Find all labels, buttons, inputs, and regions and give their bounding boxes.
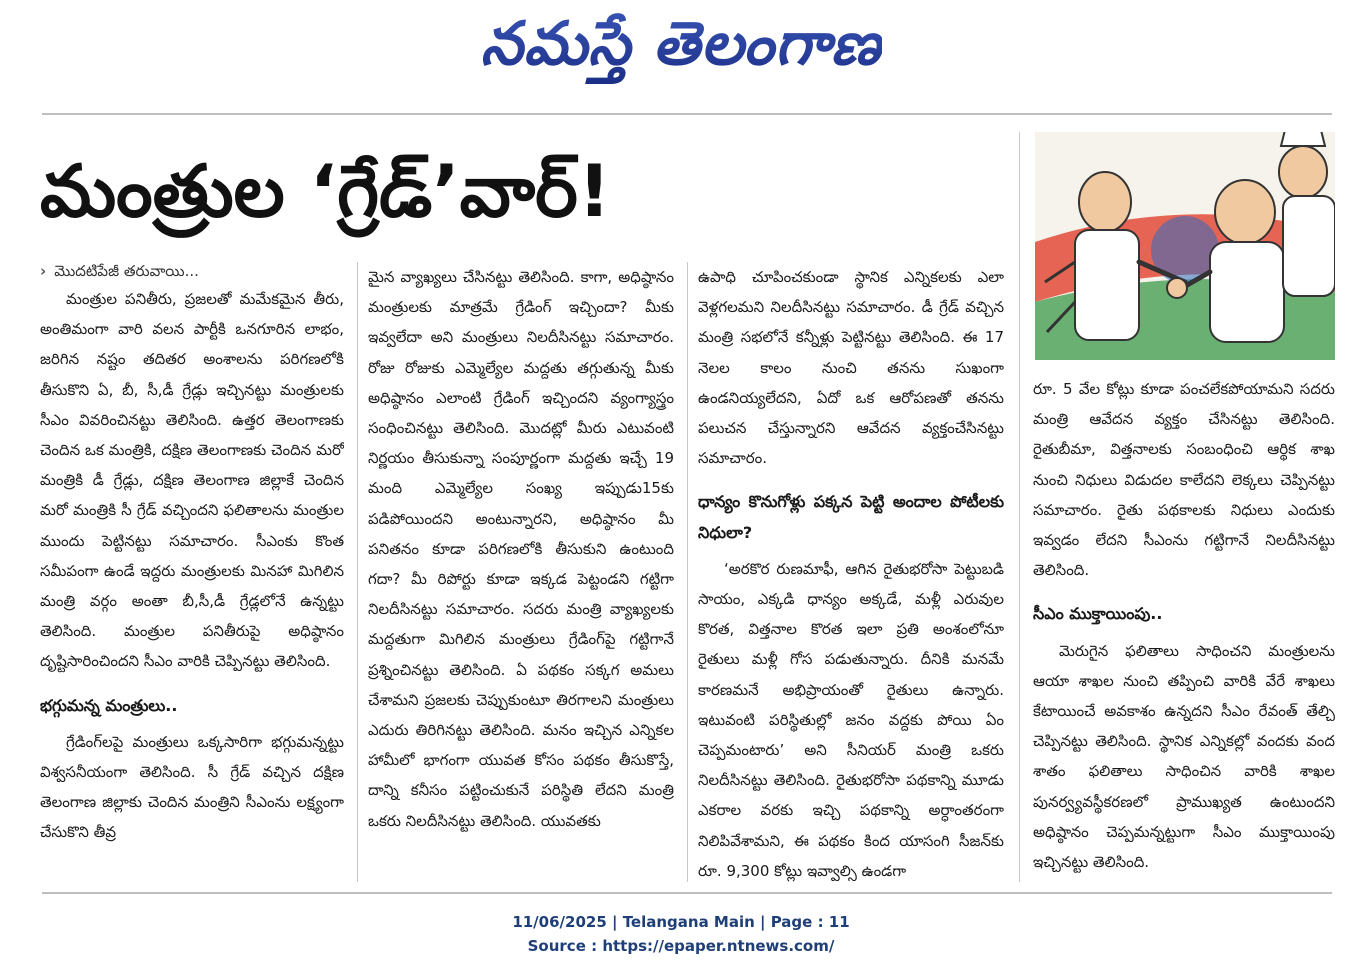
bottom-divider [42,892,1332,894]
masthead-logo: నమస్తే తెలంగాణ [480,4,881,84]
subheading: ధాన్యం కొనుగోళ్లు పక్కన పెట్టి అందాల పోటీలకు నిధులా? [698,492,1004,542]
masthead [0,4,1362,88]
article-column-2 [368,262,674,883]
subheading: సీఎం ముక్తాయింపు.. [1033,604,1163,624]
footer [0,910,1362,958]
paragraph: ‘అరకొర రుణమాఫీ, ఆగిన రైతుభరోసా పెట్టుబడి సాయం, ఎక్కడి ధాన్యం అక్కడే, మళ్లీ ఎరువుల కొరత, విత్తనాల కొరత ఇలా ప్రతి అంశంలోనూ రైతులు మళ్లీ గోస పడుతున్నారు. దీనికి మనమే కారణమనే అభిప్రాయంతో రైతులు ఉన్నారు. ఇటువంటి పరిస్థితుల్లో జనం వద్దకు పోయి ఏం చెప్పమంటారు’ అని సీనియర్ మంత్రి ఒకరు నిలదీసినట్టు తెలిసింది. రైతుభరోసా పథకాన్ని మూడు ఎకరాల వరకు ఇచ్చి పథకాన్ని అర్ధాంతరంగా నిలిపివేశామని, ఈ పథకం కింద యాసంగి సీజన్‌కు రూ. 9,300 కోట్లు ఇవ్వాల్సి ఉండగా [698,559,1004,880]
paragraph: మంత్రుల పనితీరు, ప్రజలతో మమేకమైన తీరు, అంతిమంగా వారి వలన పార్టీకి ఒనగూరిన లాభం, జరిగిన నష్టం తదితర అంశాలను పరిగణలోకి తీసుకొని ఏ, బీ, సీ,డీ గ్రేడ్లు ఇచ్చినట్టు మంత్రులకు సీఎం వివరించినట్టు తెలిసింది. ఉత్తర తెలంగాణకు చెందిన ఒక మంత్రికి, దక్షిణ తెలంగాణకు చెందిన మరో మంత్రికి డీ గ్రేడ్లు, దక్షిణ తెలంగాణ జిల్లాకే చెందిన మరో మంత్రికి సీ గ్రేడ్ వచ్చిందని ఫలితాలను మంత్రుల ముందు పెట్టినట్టు సమాచారం. సీఎంకు కొంత సమీపంగా ఉండే ఇద్దరు మంత్రులకు మినహా మిగిలిన మంత్రి వర్గం అంతా బీ,సీ,డీ గ్రేడ్లలోనే ఉన్నట్టు తెలిసింది. మంత్రుల పనితీరుపై అధిష్ఠానం దృష్టిసారించిందని సీఎం వారికి చెప్పినట్టు తెలిసింది. [40,290,344,671]
cartoon-illustration [1035,132,1335,360]
continuation-note [40,258,344,284]
paragraph: ఉపాధి చూపించకుండా స్థానిక ఎన్నికలకు ఎలా వెళ్లగలమని నిలదీసినట్టు సమాచారం. డీ గ్రేడ్ వచ్చిన మంత్రి సభలోనే కన్నీళ్లు పెట్టినట్టు తెలిసింది. ఈ 17 నెలల కాలం నుంచి తనను సుఖంగా ఉండనియ్యలేదని, ఏదో ఒక ఆరోపణతో తనను పలుచన చేస్తున్నారని ఆవేదన వ్యక్తంచేసినట్టు సమాచారం. [698,268,1004,468]
subheading: భగ్గుమన్న మంత్రులు.. [40,695,178,715]
footer-source-link[interactable]: Source : https://epaper.ntnews.com/ [527,937,835,955]
chevron-right-icon: › [40,262,47,280]
paragraph: గ్రేడింగ్‌లపై మంత్రులు ఒక్కసారిగా భగ్గుమన్నట్టు విశ్వసనీయంగా తెలిసింది. సీ గ్రేడ్ వచ్చిన దక్షిణ తెలంగాణ జిల్లాకు చెందిన మంత్రిని సీఎంను లక్ష్యంగా చేసుకొని తీవ్ర [40,732,344,842]
article-column-1 [40,258,344,883]
continuation-text: మొదటిపేజీ తరువాయి... [54,262,199,280]
paragraph: మైన వ్యాఖ్యలు చేసినట్టు తెలిసింది. కాగా, అధిష్ఠానం మంత్రులకు మాత్రమే గ్రేడింగ్ ఇచ్చిందా? మీకు ఇవ్వలేదా అని మంత్రులు నిలదీసినట్టు సమాచారం. రోజు రోజుకు ఎమ్మెల్యేల మద్దతు తగ్గుతున్న మీకు అధిష్ఠానం ఎలాంటి గ్రేడింగ్ ఇచ్చిందని వ్యంగ్యాస్త్రం సంధించినట్టు తెలిసింది. మొదట్లో మీరు ఎటువంటి నిర్ణయం తీసుకున్నా సంపూర్ణంగా మద్దతు ఇచ్చే 19 మంది ఎమ్మెల్యేల సంఖ్య ఇప్పుడు15కు పడిపోయిందని అంటున్నారని, అధిష్ఠానం మీ పనితనం కూడా పరిగణలోకి తీసుకుని ఉంటుంది గదా? మీ రిపోర్టు కూడా ఇక్కడ పెట్టండని గట్టిగా నిలదీసినట్టు సమాచారం. సదరు మంత్రి వ్యాఖ్యలకు మద్దతుగా మిగిలిన మంత్రులు గ్రేడింగ్‌పై గట్టిగానే ప్రశ్నించినట్టు తెలిసింది. ఏ పథకం సక్కగ అమలు చేశామని ప్రజలకు చెప్పుకుంటూ తిరగాలని మంత్రులు ఎదురు తిరిగినట్టు తెలిసింది. మనం ఇచ్చిన ఎన్నికల హామీలో భాగంగా యువత కోసం పథకం తీసుకొస్తే, దాన్ని కనీసం పట్టించుకునే పరిస్థితి లేదని మంత్రి ఒకరు నిలదీసినట్టు తెలిసింది. యువతకు [368,268,674,830]
headline: మంత్రుల ‘గ్రేడ్’వార్! [40,149,611,233]
column-divider-3 [1019,132,1020,882]
paragraph: రూ. 5 వేల కోట్లు కూడా పంచలేకపోయామని సదరు మంత్రి ఆవేదన వ్యక్తం చేసినట్టు తెలిసింది. రైతుబీమా, విత్తనాలకు సంబంధించి ఆర్థిక శాఖ నుంచి నిధులు విడుదల కాలేదని లెక్కలు చెప్పినట్టు సమాచారం. రైతు పథకాలకు నిధులు ఎందుకు ఇవ్వడం లేదని సీఎంను గట్టిగానే నిలదీసినట్టు తెలిసింది. [1033,380,1335,580]
cartoon-drawing [1035,132,1335,360]
column-divider-1 [357,262,358,882]
paragraph: మెరుగైన ఫలితాలు సాధించని మంత్రులను ఆయా శాఖల నుంచి తప్పించి వారికి వేరే శాఖలు కేటాయించే అవకాశం ఉన్నదని సీఎం రేవంత్ తేల్చి చెప్పినట్టు తెలిసింది. స్థానిక ఎన్నికల్లో వందకు వంద శాతం ఫలితాలు సాధించిన వారికి శాఖల పునర్వ్యవస్థీకరణలో ప్రాముఖ్యత ఉంటుందని అధిష్ఠానం చెప్పమన్నట్టుగా సీఎం ముక్తాయింపు ఇచ్చినట్టు తెలిసింది. [1033,641,1335,872]
article-column-4 [1033,374,1335,883]
article-column-3 [698,262,1004,883]
footer-date-line: 11/06/2025 | Telangana Main | Page : 11 [512,913,850,931]
top-divider [42,113,1332,115]
column-divider-2 [687,262,688,882]
